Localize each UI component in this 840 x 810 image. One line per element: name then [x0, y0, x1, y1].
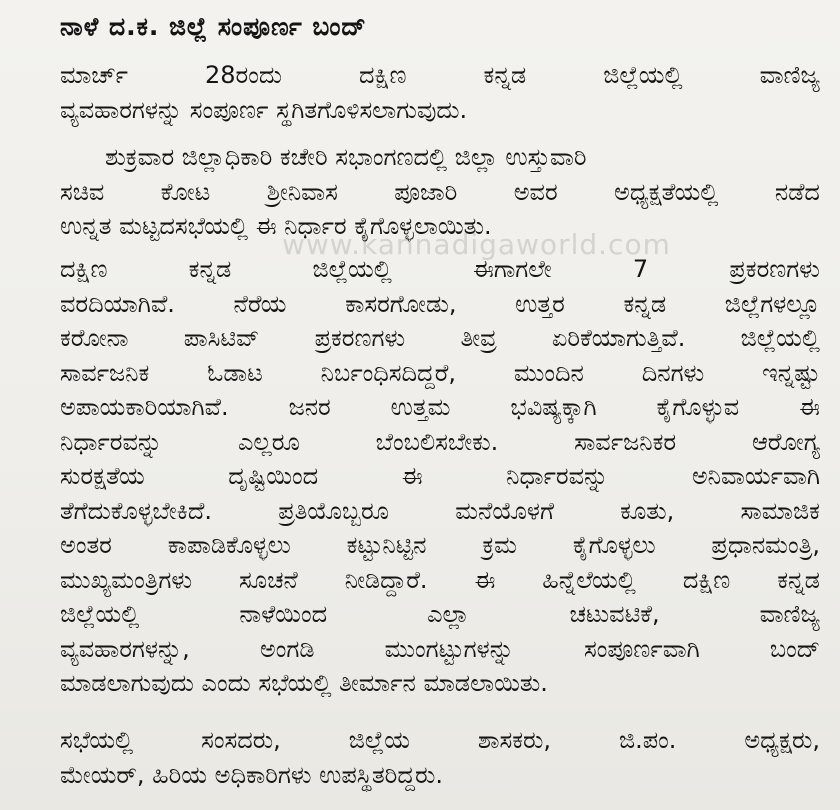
paragraph-2	[60, 140, 820, 244]
text-line: ಸಾರ್ವಜನಿಕ ಓಡಾಟ ನಿರ್ಬಂಧಿಸದಿದ್ದರೆ, ಮುಂದಿನ ದಿನಗಳು ಇನ್ನಷ್ಟು	[60, 358, 820, 387]
text-line: ನಿರ್ಧಾರವನ್ನು ಎಲ್ಲರೂ ಬೆಂಬಲಿಸಬೇಕು. ಸಾರ್ವಜನಿಕರ ಆರೋಗ್ಯ	[60, 427, 820, 456]
text-line: ಜಿಲ್ಲೆಯಲ್ಲಿ ನಾಳೆಯಿಂದ ಎಲ್ಲಾ ಚಟುವಟಿಕೆ, ವಾಣಿಜ್ಯ	[60, 600, 820, 628]
text-line: ಅಪಾಯಕಾರಿಯಾಗಿವೆ. ಜನರ ಉತ್ತಮ ಭವಿಷ್ಯಕ್ಕಾಗಿ ಕೈಗೊಳ್ಳುವ ಈ	[60, 393, 820, 421]
document-title: ನಾಳೆ ದ.ಕ. ಜಿಲ್ಲೆ ಸಂಪೂರ್ಣ ಬಂದ್	[60, 12, 367, 41]
text-line: ತೆಗೆದುಕೊಳ್ಳಬೇಕಿದೆ. ಪ್ರತಿಯೊಬ್ಬರೂ ಮನೆಯೊಳಗೆ ಕೂತು, ಸಾಮಾಜಿಕ	[60, 496, 820, 525]
text-line: ಸುರಕ್ಷತೆಯ ದೃಷ್ಟಿಯಿಂದ ಈ ನಿರ್ಧಾರವನ್ನು ಅನಿವಾರ್ಯವಾಗಿ	[60, 462, 820, 490]
text-line: ಮೇಯರ್, ಹಿರಿಯ ಅಧಿಕಾರಿಗಳು ಉಪಸ್ಥಿತರಿದ್ದರು.	[60, 760, 443, 789]
text-line: ದಕ್ಷಿಣ ಕನ್ನಡ ಜಿಲ್ಲೆಯಲ್ಲಿ ಈಗಾಗಲೇ 7 ಪ್ರಕರಣಗಳು	[60, 255, 820, 283]
paragraph-3	[60, 252, 820, 701]
text-line: ಕರೋನಾ ಪಾಸಿಟಿವ್ ಪ್ರಕರಣಗಳು ತೀವ್ರ ಏರಿಕೆಯಾಗುತ್ತಿವೆ. ಜಿಲ್ಲೆಯಲ್ಲಿ	[60, 324, 820, 352]
text-line: ಉನ್ನತ ಮಟ್ಟದಸಭೆಯಲ್ಲಿ ಈ ನಿರ್ಧಾರ ಕೈಗೊಳ್ಳಲಾಯಿತು.	[60, 212, 492, 240]
text-line: ಮಾಡಲಾಗುವುದು ಎಂದು ಸಭೆಯಲ್ಲಿ ತೀರ್ಮಾನ ಮಾಡಲಾಯಿತು.	[60, 669, 548, 697]
text-line: ಮುಖ್ಯಮಂತ್ರಿಗಳು ಸೂಚನೆ ನೀಡಿದ್ದಾರೆ. ಈ ಹಿನ್ನೆಲೆಯಲ್ಲಿ ದಕ್ಷಿಣ ಕನ್ನಡ	[60, 565, 820, 594]
text-line: ಸಭೆಯಲ್ಲಿ ಸಂಸದರು, ಜಿಲ್ಲೆಯ ಶಾಸಕರು, ಜಿ.ಪಂ. ಅಧ್ಯಕ್ಷರು,	[60, 726, 820, 754]
paragraph-1	[60, 58, 820, 127]
text-line: ವ್ಯವಹಾರಗಳನ್ನು ಸಂಪೂರ್ಣ ಸ್ಥಗಿತಗೊಳಿಸಲಾಗುವುದು.	[60, 95, 468, 124]
paragraph-4	[60, 723, 820, 792]
text-line: ಸಚಿವ ಕೋಟ ಶ್ರೀನಿವಾಸ ಪೂಜಾರಿ ಅವರ ಅಧ್ಯಕ್ಷತೆಯಲ್ಲಿ ನಡೆದ	[60, 177, 820, 206]
text-line: ಅಂತರ ಕಾಪಾಡಿಕೊಳ್ಳಲು ಕಟ್ಟುನಿಟ್ಟಿನ ಕ್ರಮ ಕೈಗೊಳ್ಳಲು ಪ್ರಧಾನಮಂತ್ರಿ,	[60, 531, 820, 559]
text-line: ಮಾರ್ಚ್ 28ರಂದು ದಕ್ಷಿಣ ಕನ್ನಡ ಜಿಲ್ಲೆಯಲ್ಲಿ ವಾಣಿಜ್ಯ	[60, 61, 820, 89]
text-line: ವ್ಯವಹಾರಗಳನ್ನು, ಅಂಗಡಿ ಮುಂಗಟ್ಟುಗಳನ್ನು ಸಂಪೂರ್ಣವಾಗಿ ಬಂದ್	[60, 634, 820, 663]
text-line: ಶುಕ್ರವಾರ ಜಿಲ್ಲಾಧಿಕಾರಿ ಕಚೇರಿ ಸಭಾಂಗಣದಲ್ಲಿ ಜಿಲ್ಲಾ ಉಸ್ತುವಾರಿ	[105, 143, 587, 171]
watermark: www.kannadigaworld.com	[282, 228, 671, 261]
text-line: ವರದಿಯಾಗಿವೆ. ನೆರೆಯ ಕಾಸರಗೋಡು, ಉತ್ತರ ಕನ್ನಡ ಜಿಲ್ಲೆಗಳಲ್ಲೂ	[60, 289, 820, 318]
